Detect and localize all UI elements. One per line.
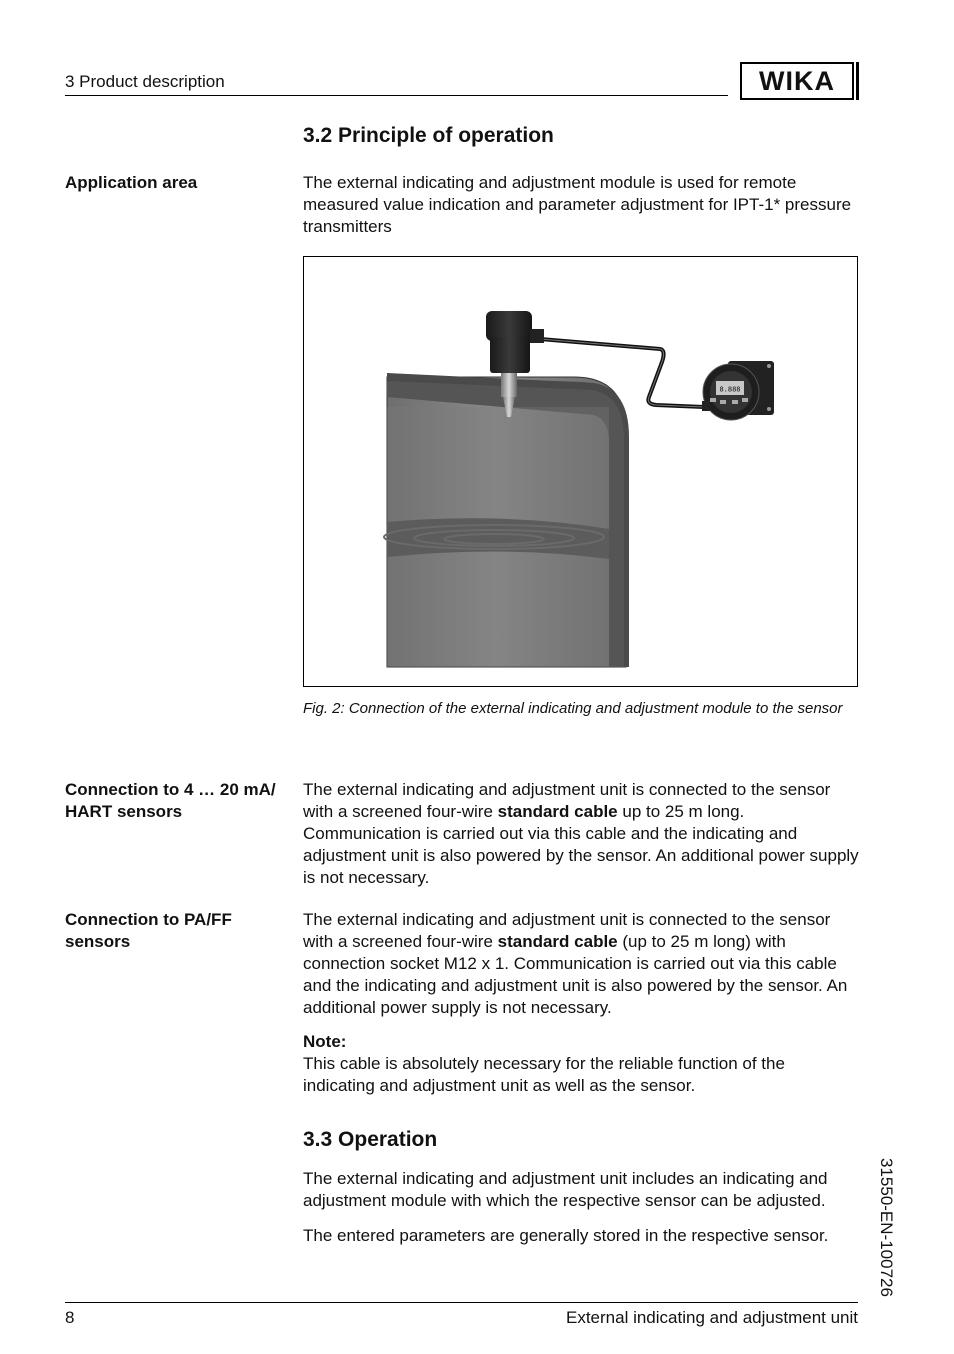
hart-bold-term: standard cable [497, 802, 618, 821]
label-hart-connection: Connection to 4 … 20 mA/ HART sensors [65, 780, 276, 821]
hart-text-after: up to 25 m long. Communication is carried out via this cable and the indicating and adjustment unit is also powered by the sensor. An additional power supply is not necessary. [303, 802, 859, 887]
operation-para-2: The entered parameters are generally stored in the respective sensor. [303, 1226, 829, 1245]
paff-text-before: The external indicating and adjustment unit is connected to the sensor with a screened four-wire [303, 910, 831, 951]
hart-text-before: The external indicating and adjustment unit is connected to the sensor with a screened four-wire [303, 780, 831, 821]
section-heading-principle: 3.2 Principle of operation [303, 124, 554, 147]
wika-logo [740, 62, 854, 100]
logo-text: WIKA [759, 66, 835, 96]
application-text: The external indicating and adjustment module is used for remote measured value indication and parameter adjustment for IPT-1* pressure transmitters [303, 173, 852, 236]
tank-illustration [304, 257, 858, 687]
indicator-display-value: 8.888 [719, 385, 741, 394]
page-number: 8 [65, 1308, 75, 1327]
paff-bold-term: standard cable [497, 932, 618, 951]
running-head: 3 Product description [65, 72, 225, 91]
figure-caption: Fig. 2: Connection of the external indicating and adjustment module to the sensor [303, 700, 843, 717]
sensor-cap [486, 311, 532, 341]
logo-bar [856, 62, 859, 100]
note-text: This cable is absolutely necessary for the reliable function of the indicating and adjustment unit as well as the sensor. [303, 1054, 785, 1095]
note-title: Note: [303, 1032, 347, 1051]
figure-box [303, 256, 858, 687]
hart-connection-text [303, 779, 859, 889]
header-rule [65, 95, 728, 96]
document-id: 31550-EN-100726 [877, 1158, 896, 1297]
section-heading-operation: 3.3 Operation [303, 1128, 438, 1151]
paff-text-after: (up to 25 m long) with connection socket M12 x 1. Communication is carried out via this cable and the indicating and adjustment unit is also powered by the sensor. An additional power supply is not necessary. [303, 932, 848, 1017]
footer-title: External indicating and adjustment unit [565, 1308, 858, 1327]
footer-rule [65, 1302, 858, 1303]
sensor-stem [501, 373, 517, 397]
label-application-area: Application area [65, 173, 198, 192]
paff-connection-text [303, 909, 859, 1019]
label-paff-connection: Connection to PA/FF sensors [65, 910, 232, 951]
operation-para-1: The external indicating and adjustment unit includes an indicating and adjustment module with which the respective sensor can be adjusted. [303, 1169, 828, 1210]
